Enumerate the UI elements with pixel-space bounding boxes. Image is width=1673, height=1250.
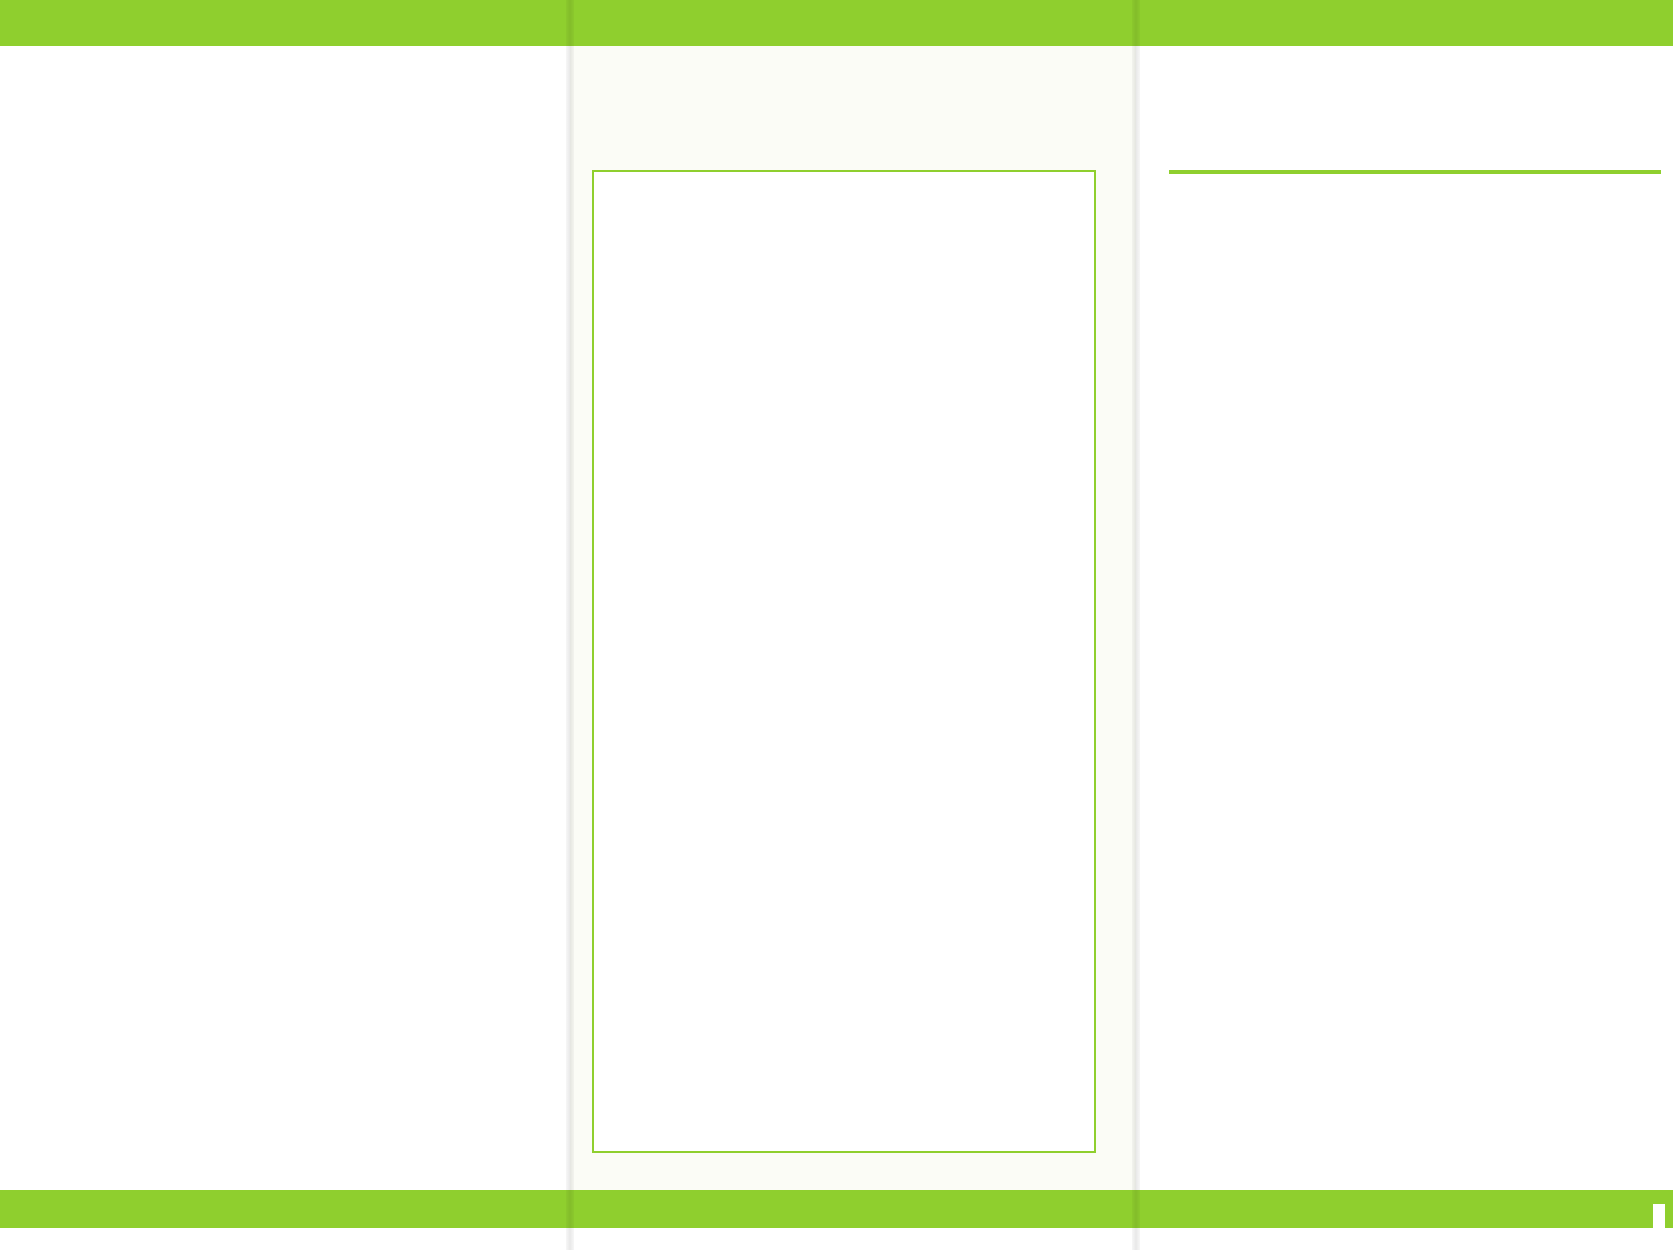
brand-label (1653, 1204, 1665, 1228)
process-table (592, 170, 1096, 1153)
fold-line-left (566, 0, 574, 1250)
ranking-table (1169, 170, 1661, 174)
bottom-green-band (0, 1190, 1673, 1228)
majors-panel (0, 46, 570, 1190)
ranking-panel (1136, 46, 1673, 1190)
fold-line-right (1132, 0, 1140, 1250)
top-green-band (0, 0, 1673, 46)
process-panel (570, 46, 1136, 1190)
